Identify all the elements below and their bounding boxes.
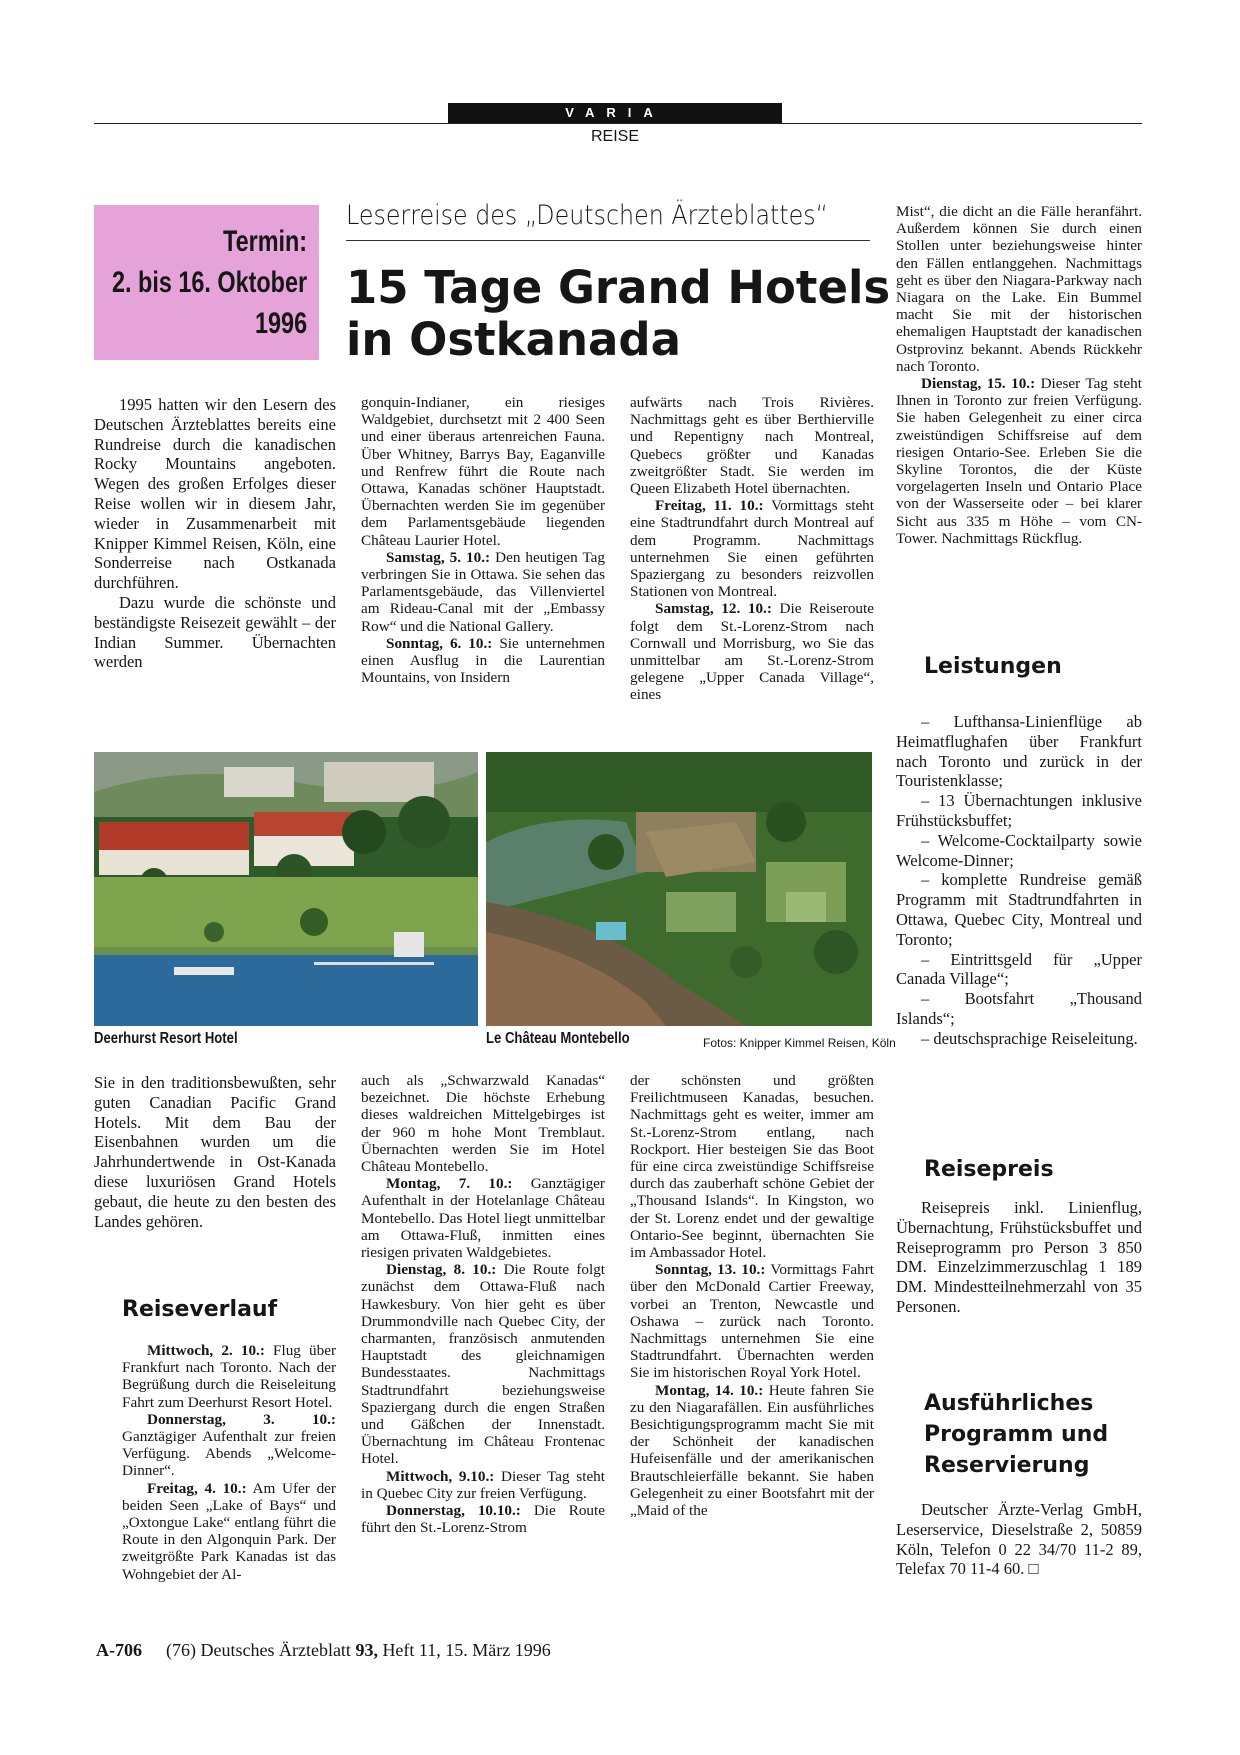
leistungen-item: – Welcome-Cocktailparty sowie Welcome-Dinner; [896, 830, 1142, 870]
intro-paragraph: Dazu wurde die schönste und beständigste Reisezeit gewählt – der Indian Summer. Übernachten werden [94, 592, 336, 672]
section-bar: VARIA [448, 103, 782, 123]
termin-year: 1996 [254, 307, 307, 340]
headline-line-2: in Ostkanada [346, 313, 681, 366]
page-footer [96, 1640, 551, 1661]
intro-text [94, 395, 336, 672]
column-4-top [896, 203, 1142, 547]
reiseverlauf-heading: Reiseverlauf [122, 1297, 278, 1322]
intro-continued [94, 1073, 336, 1231]
reisepreis-paragraph: Reisepreis inkl. Linienflug, Übernachtung, Frühstücksbuffet und Reiseprogramm pro Person 3 850 DM. Einzelzimmerzuschlag 1 189 DM. Mindestteilnehmerzahl von 35 Personen. [896, 1198, 1142, 1316]
photo-credit: Fotos: Knipper Kimmel Reisen, Köln [703, 1036, 896, 1050]
photo-deerhurst-resort [94, 752, 478, 1026]
leistungen-item: – deutschsprachige Reiseleitung. [921, 1028, 1138, 1048]
reisepreis-text [896, 1198, 1142, 1317]
itinerary-paragraph: Donnerstag, 3. 10.: Ganztägiger Aufenthalt zur freien Verfügung. Abends „Welcome-Dinner“. [122, 1410, 336, 1480]
reisepreis-heading: Reisepreis [924, 1157, 1054, 1182]
itinerary-paragraph: Mittwoch, 2. 10.: Flug über Frankfurt nach Toronto. Nach der Begrüßung durch die Reiseleitung Fahrt zum Deerhurst Resort Hotel. [122, 1342, 336, 1411]
itinerary-paragraph: aufwärts nach Trois Rivières. Nachmittags geht es über Berthierville und Repentigny nach Montreal, Quebecs größter und Kanadas zweitgrößter Stadt. Sie werden im Queen Elizabeth Hotel übernachten. [630, 394, 874, 498]
itinerary-paragraph: Mittwoch, 9.10.: Dieser Tag steht in Quebec City zur freien Verfügung. [361, 1467, 605, 1502]
leistungen-list [896, 712, 1142, 1049]
photo-chateau-montebello [486, 752, 872, 1026]
column-2-top [361, 394, 605, 686]
itinerary-paragraph: Freitag, 11. 10.: Vormittags steht eine Stadtrundfahrt durch Montreal auf dem Programm. Nachmittags unternehmen Sie einen geführten Spaziergang zu besonders reizvollen Stationen von Montreal. [630, 497, 874, 601]
itinerary-paragraph: Samstag, 12. 10.: Die Reiseroute folgt dem St.-Lorenz-Strom nach Cornwall und Morrisburg, wo Sie das unmittelbar am St.-Lorenz-Strom gelegene „Upper Canada Village“, eines [630, 600, 874, 704]
programm-heading [924, 1388, 1108, 1481]
leistungen-item: – Eintrittsgeld für „Upper Canada Village“; [896, 949, 1142, 989]
headline [346, 262, 890, 366]
journal-name: (76) Deutsches Ärzteblatt [166, 1640, 356, 1660]
programm-heading-line: Reservierung [924, 1453, 1090, 1478]
leistungen-item: – Bootsfahrt „Thousand Islands“; [896, 989, 1142, 1028]
itinerary-paragraph: Montag, 14. 10.: Heute fahren Sie zu den Niagarafällen. Ein ausführliches Besichtigungsprogramm macht Sie mit der Schönheit der kanadischen Hufeisenfälle und der amerikanischen Brautschleierfälle bekannt. Sie haben Gelegenheit zu einer Bootsfahrt mit der „Maid of the [630, 1381, 874, 1520]
itinerary-paragraph: der schönsten und größten Freilichtmuseen Kanadas, besuchen. Nachmittags geht es weiter, immer am St.-Lorenz-Strom entlang, nach Rockport. Hier besteigen Sie das Boot für eine circa zweistündige Schiffsreise durch das zauberhaft schöne Gebiet der „Thousand Islands“. In Kingston, wo der St. Lorenz endet und der gewaltige Ontario-See beginnt, übernachten Sie im Ambassador Hotel. [630, 1072, 874, 1262]
itinerary-paragraph: Donnerstag, 10.10.: Die Route führt den St.-Lorenz-Strom [361, 1502, 605, 1537]
termin-box [94, 205, 319, 360]
itinerary-paragraph: Dienstag, 15. 10.: Dieser Tag steht Ihnen in Toronto zur freien Verfügung. Sie haben Gelegenheit zu einer circa zweistündigen Schiffsreise auf dem riesigen Ontario-See. Erleben Sie die Skyline Torontos, die der Küste vorgelagerten Inseln und Ontario Place von der Wasserseite oder – bei klarer Sicht aus 335 m Höhe – vom CN-Tower. Nachmittags Rückflug. [896, 375, 1142, 547]
termin-label: Termin: [222, 225, 307, 258]
itinerary-paragraph: Sonntag, 6. 10.: Sie unternehmen einen Ausflug in die Laurentian Mountains, von Insidern [361, 634, 605, 687]
itinerary-paragraph: Samstag, 5. 10.: Den heutigen Tag verbringen Sie in Ottawa. Sie sehen das Parlamentsgebäude, das Villenviertel am Rideau-Canal mit der „Embassy Row“ und die National Gallery. [361, 548, 606, 635]
programm-heading-line: Programm und [924, 1422, 1109, 1447]
column-2-bottom [361, 1072, 605, 1536]
itinerary-paragraph: Sonntag, 13. 10.: Vormittags Fahrt über den McDonald Cartier Freeway, vorbei an Trenton, Newcastle und Oshawa – zurück nach Toronto. Nachmittags unternehmen Sie eine Stadtrundfahrt. Übernachten werden Sie im historischen Royal York Hotel. [630, 1261, 874, 1382]
photo-caption-deerhurst: Deerhurst Resort Hotel [94, 1030, 238, 1047]
itinerary-paragraph: gonquin-Indianer, ein riesiges Waldgebiet, durchsetzt mit 2 400 Seen und einer überaus artenreichen Fauna. Über Whitney, Barrys Bay, Eaganville und Renfrew führt die Route nach Ottawa, Kanadas schöner Hauptstadt. Übernachten werden Sie im gegenüber dem Parlamentsgebäude liegenden Château Laurier Hotel. [361, 394, 605, 549]
intro-paragraph: 1995 hatten wir den Lesern des Deutschen Ärzteblattes bereits eine Rundreise durch die kanadischen Rocky Mountains angeboten. Wegen des großen Erfolges dieser Reise wollen wir in diesem Jahr, wieder in Zusammenarbeit mit Knipper Kimmel Reisen, Köln, eine Sonderreise nach Ostkanada durchführen. [94, 395, 336, 593]
column-3-bottom [630, 1072, 874, 1519]
leistungen-item: – 13 Übernachtungen inklusive Frühstücksbuffet; [896, 791, 1142, 830]
leistungen-item: – Lufthansa-Linienflüge ab Heimatflughafen über Frankfurt nach Toronto und zurück in der Touristenklasse; [896, 712, 1142, 791]
itinerary-paragraph: Montag, 7. 10.: Ganztägiger Aufenthalt in der Hotelanlage Château Montebello. Das Hotel liegt unmittelbar am Ottawa-Fluß, inmitten eines riesigen privaten Waldgebietes. [361, 1175, 605, 1262]
itinerary-paragraph: Freitag, 4. 10.: Am Ufer der beiden Seen „Lake of Bays“ und „Oxtongue Lake“ entlang führt die Route in den Algonquin Park. Der zweitgrößte Park Kanadas ist das Wohngebiet der Al- [122, 1479, 336, 1583]
leistungen-heading: Leistungen [924, 654, 1062, 679]
column-3-top [630, 394, 874, 704]
kicker-rule [346, 240, 870, 241]
issue-info: Heft 11, 15. März 1996 [377, 1640, 551, 1660]
photo-caption-montebello: Le Château Montebello [486, 1030, 630, 1047]
itinerary-paragraph: Mist“, die dicht an die Fälle heranfährt. Außerdem können Sie durch einen Stollen unter beziehungsweise hinter den Fällen entlanggehen. Nachmittags geht es über den Niagara-Parkway nach Niagara on the Lake. Ein Bummel macht Sie mit der historischen ehemaligen Hauptstadt der kanadischen Ostprovinz bekannt. Abends Rückkehr nach Toronto. [896, 203, 1142, 375]
itinerary-paragraph: Dienstag, 8. 10.: Die Route folgt zunächst dem Ottawa-Fluß nach Hawkesbury. Von hier geht es über Drummondville nach Quebec City, der charmanten, französisch anmutenden Hauptstadt des gleichnamigen Bundesstaates. Nachmittags Stadtrundfahrt beziehungsweise Spaziergang durch die engen Straßen und Gäßchen der Innenstadt. Übernachtung im Château Frontenac Hotel. [361, 1261, 606, 1468]
termin-dates: 2. bis 16. Oktober [111, 266, 307, 299]
leistungen-item: – komplette Rundreise gemäß Programm mit Stadtrundfahrten in Ottawa, Quebec City, Montreal und Toronto; [896, 870, 1142, 949]
intro-paragraph: Sie in den traditionsbewußten, sehr guten Canadian Pacific Grand Hotels. Mit dem Bau der Eisenbahnen wurden um die Jahrhundertwende in Ost-Kanada diese luxuriösen Grand Hotels gebaut, die heute zu den besten des Landes gehören. [94, 1073, 336, 1231]
page-number: A-706 [96, 1640, 142, 1660]
programm-text [896, 1500, 1142, 1579]
kicker: Leserreise des „Deutschen Ärzteblattes“ [346, 200, 828, 231]
reiseverlauf-list [122, 1342, 336, 1583]
programm-paragraph: Deutscher Ärzte-Verlag GmbH, Leserservice, Dieselstraße 2, 50859 Köln, Telefon 0 22 34/70 11-2 89, Telefax 70 11-4 60. □ [896, 1500, 1142, 1579]
section-label: REISE [590, 128, 639, 145]
programm-heading-line: Ausführliches [924, 1391, 1094, 1416]
headline-line-1: 15 Tage Grand Hotels [346, 261, 891, 314]
header-rule [94, 123, 1142, 124]
journal-volume: 93, [355, 1640, 378, 1660]
itinerary-paragraph: auch als „Schwarzwald Kanadas“ bezeichnet. Die höchste Erhebung dieses waldreichen Mittelgebirges ist der 960 m hohe Mont Tremblaut. Übernachten werden Sie im Hotel Château Montebello. [361, 1072, 605, 1176]
